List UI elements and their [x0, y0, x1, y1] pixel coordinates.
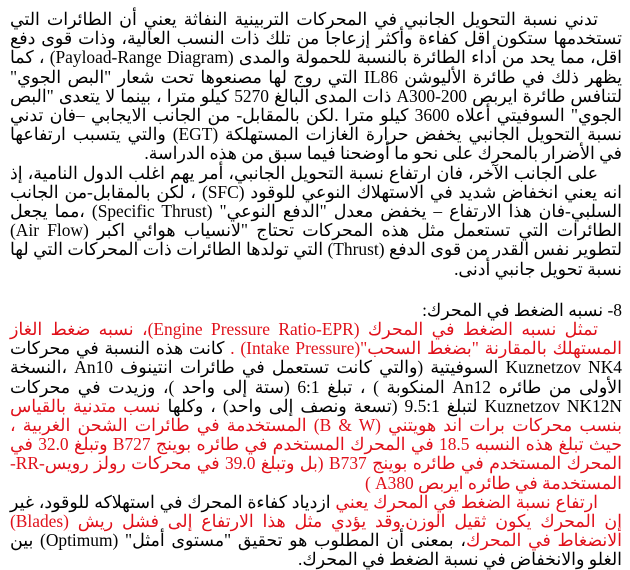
epr-weight-blades-highlight: إن المحرك يكون ثقيل الوزن.وقد يؤدي مثل هذا الارتفاع إلى فشل ريش (Blades) الانضغاط في المحرك	[10, 511, 622, 551]
paragraph-epr-tradeoff	[10, 493, 622, 570]
epr-western-engines-highlight: نسب متدنية بالقياس بنسب محركات برات اند هويتني (B & W) المستخدمة في طائرات الشحن الغربية ، حيث تبلغ هذه النسبه 18.5 في المحرك المستخدم في طائره بوينج B727 وتبلغ 32.0 في المحرك المستخدم في طائره بوينج B737 (بل وتبلغ 39.0 في محركات رولز رويس-RR- المستخدمة في طائره ايربص A380 )	[10, 395, 623, 493]
paragraph-epr-definition	[10, 320, 622, 493]
epr-soviet-engines-text: كانت هذه النسبة في محركات Kuznetzov NK4 السوفيتية (والتي كانت تستعمل في طائرات انتينوف An10 ،النسخة الأولى من طائره An12 المنكوبة ) ، تبلغ 6:1 (ستة إلى واحد )، وزيدت في محركات Kuznetzov NK12N لتبلغ 9.5:1 (تسعة ونصف إلى واحد) ، وكلها	[10, 338, 623, 416]
epr-increase-highlight: ارتفاع نسبة الضغط في المحرك يعني	[335, 491, 598, 512]
paragraph-bypass-ratio-low: تدني نسبة التحويل الجانبي في المحركات التربينية النفاثة يعني أن الطائرات التي تستخدمها ستكون اقل كفاءة وأكثر إزعاجا من تلك ذات النسب العالية، وذات قوى دفع اقل، مما يحد من أداء الطائرة بالنسبة للحمولة والمدى (Payload-Range Diagram) ، كما يظهر ذلك في طائرة الأليوشن IL86 التي روج لها مصنعوها تحت شعار "البص الجوي" لتنافس طائرة ايربص A300-200 ذات المدى البالغ 5270 كيلو مترا ، بينما لا يتعدى "البص الجوي" السوفيتي أعلاه 3600 كيلو مترا .لكن بالمقابل- من الجانب الايجابي –فان تدني نسبة التحويل الجانبي يخفض حرارة الغازات المستهلكة (EGT) والتي يتسبب ارتفاعها في الأضرار بالمحرك على نحو ما أوضحنا فيما سبق من هذه الدراسة.	[10, 9, 622, 164]
paragraph-bypass-ratio-high: على الجانب الآخر، فان ارتفاع نسبة التحويل الجانبي، أمر يهم اغلب الدول النامية، إذ انه يعني انخفاض شديد في الاستهلاك النوعي للوقود (SFC) ، لكن بالمقابل-من الجانب السلبي-فان هذا الارتفاع – يخفض معدل "الدفع النوعي" (Specific Thrust) ،مما يجعل الطائرات التي تستعمل مثل هذه المحركات تحتاج "لانسياب هوائي اكبر (Air Flow) لتطوير نفس القدر من قوى الدفع (Thrust) التي تولدها الطائرات ذات المحركات التي لها نسبة تحويل جانبي أدنى.	[10, 162, 622, 279]
section-heading-pressure-ratio: 8- نسبه الضغط في المحرك:	[422, 299, 622, 320]
epr-efficiency-text: ازدياد كفاءة المحرك في استهلاكه للوقود، غير	[10, 491, 336, 512]
paragraph-spacer	[10, 279, 622, 301]
epr-optimum-text: ، بمعنى أن المطلوب هو تحقيق "مستوى أمثل" (Optimum) بين الغلو والانخفاض في نسبة الضغط في المحرك.	[10, 530, 622, 570]
epr-definition-highlight: تمثل نسبه الضغط في المحرك (Engine Pressure Ratio-EPR)، نسبه ضغط الغاز المستهلك بالمقارنة "بضغط السحب"(Intake Pressure) .	[10, 319, 622, 359]
